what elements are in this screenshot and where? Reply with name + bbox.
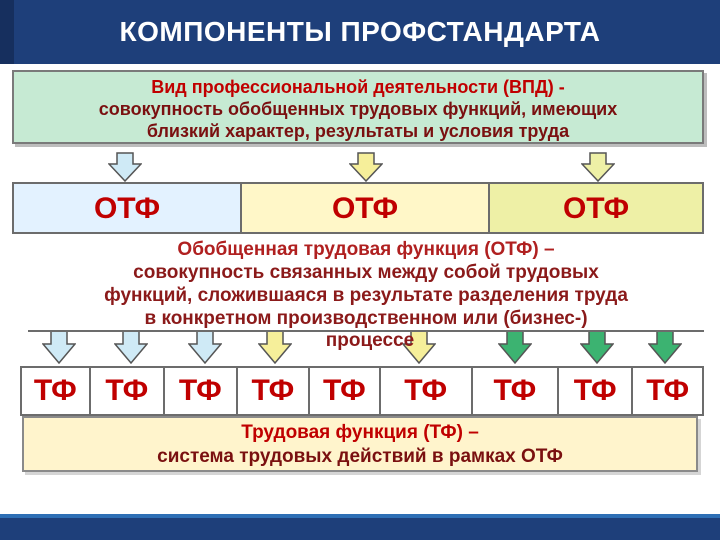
footer-bar bbox=[0, 514, 720, 540]
tf-label: ТФ bbox=[178, 374, 222, 407]
tf-label: ТФ bbox=[404, 374, 448, 407]
page-title: КОМПОНЕНТЫ ПРОФСТАНДАРТА bbox=[119, 16, 601, 47]
down-arrow-icon bbox=[349, 152, 383, 182]
otf-label: ОТФ bbox=[331, 192, 399, 225]
tf-cell bbox=[163, 366, 238, 416]
tf-definition-box bbox=[22, 416, 698, 472]
otf-def-line-2: совокупность связанных между собой трудовых bbox=[133, 262, 599, 283]
title-bar bbox=[0, 0, 720, 64]
tf-def-line-2: система трудовых действий в рамках ОТФ bbox=[157, 446, 563, 467]
tf-cell bbox=[379, 366, 473, 416]
tf-label: ТФ bbox=[493, 374, 537, 407]
down-arrow-icon bbox=[188, 328, 222, 364]
down-arrow-icon bbox=[648, 328, 682, 364]
tf-label: ТФ bbox=[33, 374, 77, 407]
tf-label: ТФ bbox=[573, 374, 617, 407]
otf-def-line-4: в конкретном производственном или (бизнес-) bbox=[144, 308, 588, 329]
tf-cell bbox=[308, 366, 381, 416]
otf-def-line-3: функций, сложившаяся в результате разделения труда bbox=[104, 285, 628, 306]
tf-cell bbox=[89, 366, 165, 416]
tf-cell bbox=[20, 366, 91, 416]
otf-def-line-5: процессе bbox=[325, 330, 415, 351]
down-arrow-icon bbox=[581, 152, 615, 182]
tf-cell bbox=[631, 366, 704, 416]
otf-def-line-1: Обобщенная трудовая функция (ОТФ) – bbox=[177, 239, 555, 260]
tf-cell bbox=[557, 366, 633, 416]
footer-stripe bbox=[0, 514, 720, 518]
tf-cell bbox=[236, 366, 311, 416]
down-arrow-icon bbox=[42, 328, 76, 364]
otf-label: ОТФ bbox=[93, 192, 161, 225]
tf-label: ТФ bbox=[322, 374, 366, 407]
down-arrow-icon bbox=[258, 328, 292, 364]
tf-label: ТФ bbox=[251, 374, 295, 407]
down-arrow-icon bbox=[580, 328, 614, 364]
down-arrow-icon bbox=[498, 328, 532, 364]
down-arrow-icon bbox=[108, 152, 142, 182]
tf-row bbox=[20, 366, 702, 416]
tf-label: ТФ bbox=[105, 374, 149, 407]
ved-definition-box bbox=[12, 70, 704, 144]
title-edge bbox=[0, 0, 14, 64]
tf-cell bbox=[471, 366, 559, 416]
down-arrow-icon bbox=[114, 328, 148, 364]
otf-cell bbox=[12, 182, 242, 234]
ved-line-2: совокупность обобщенных трудовых функций, имеющих bbox=[98, 99, 618, 119]
otf-cell bbox=[488, 182, 704, 234]
ved-line-3: близкий характер, результаты и условия труда bbox=[146, 121, 570, 141]
otf-definition-box bbox=[28, 232, 704, 332]
otf-label: ОТФ bbox=[562, 192, 630, 225]
tf-def-line-1: Трудовая функция (ТФ) – bbox=[241, 422, 479, 443]
tf-label: ТФ bbox=[646, 374, 690, 407]
otf-cell bbox=[240, 182, 490, 234]
ved-line-1: Вид профессиональной деятельности (ВПД) - bbox=[151, 77, 565, 97]
